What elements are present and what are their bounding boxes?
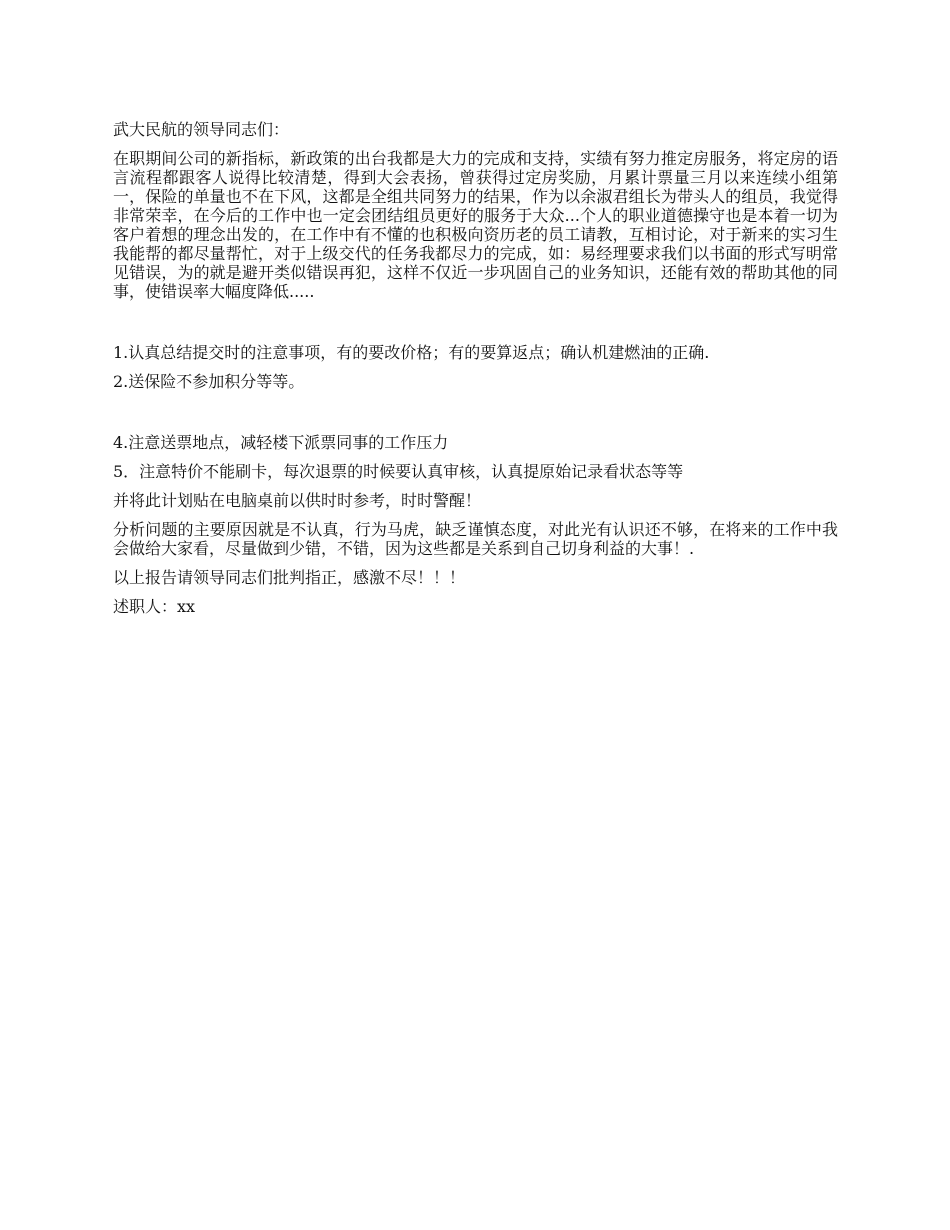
salutation: 武大民航的领导同志们： [113,120,290,139]
spacer [113,311,838,343]
paragraph-achievements: 在职期间公司的新指标，新政策的出台我都是大力的完成和支持，实绩有努力推定房服务，将定房的语言流程都跟客人说得比较清楚，得到大会表扬，曾获得过定房奖励，月累计票量三月以来连续小组第一，保险的单量也不在下风，这都是全组共同努力的结果，作为以余淑君组长为带头人的组员，我觉得非常荣幸，在今后的工作中也一定会团结组员更好的服务于大众...个人的职业道德操守也是本着一切为客户着想的理念出发的，在工作中有不懂的也积极向资历老的员工请教，互相讨论，对于新来的实习生我能帮的都尽量帮忙，对于上级交代的任务我都尽力的完成，如：易经理要求我们以书面的形式写明常见错误，为的就是避开类似错误再犯，这样不仅近一步巩固自己的业务知识，还能有效的帮助其他的同事，使错误率大幅度降低..... [113,149,838,301]
document-body [113,120,838,626]
spacer [113,401,838,433]
list-item-5: 5．注意特价不能刷卡，每次退票的时候要认真审核，认真提原始记录看状态等等 [113,462,684,481]
list-item-2: 2.送保险不参加积分等等。 [113,372,305,391]
paragraph-plan: 并将此计划贴在电脑桌前以供时时参考，时时警醒！ [113,491,482,510]
signature: 述职人：xx [113,597,196,616]
paragraph-closing: 以上报告请领导同志们批判指正，感激不尽！！！ [113,568,466,587]
paragraph-analysis: 分析问题的主要原因就是不认真，行为马虎，缺乏谨慎态度，对此光有认识还不够，在将来的工作中我会做给大家看，尽量做到少错，不错，因为这些都是关系到自己切身利益的大事！. [113,520,838,558]
list-item-4: 4.注意送票地点，减轻楼下派票同事的工作压力 [113,433,449,452]
list-item-1: 1.认真总结提交时的注意事项，有的要改价格；有的要算返点；确认机建燃油的正确. [113,343,710,362]
